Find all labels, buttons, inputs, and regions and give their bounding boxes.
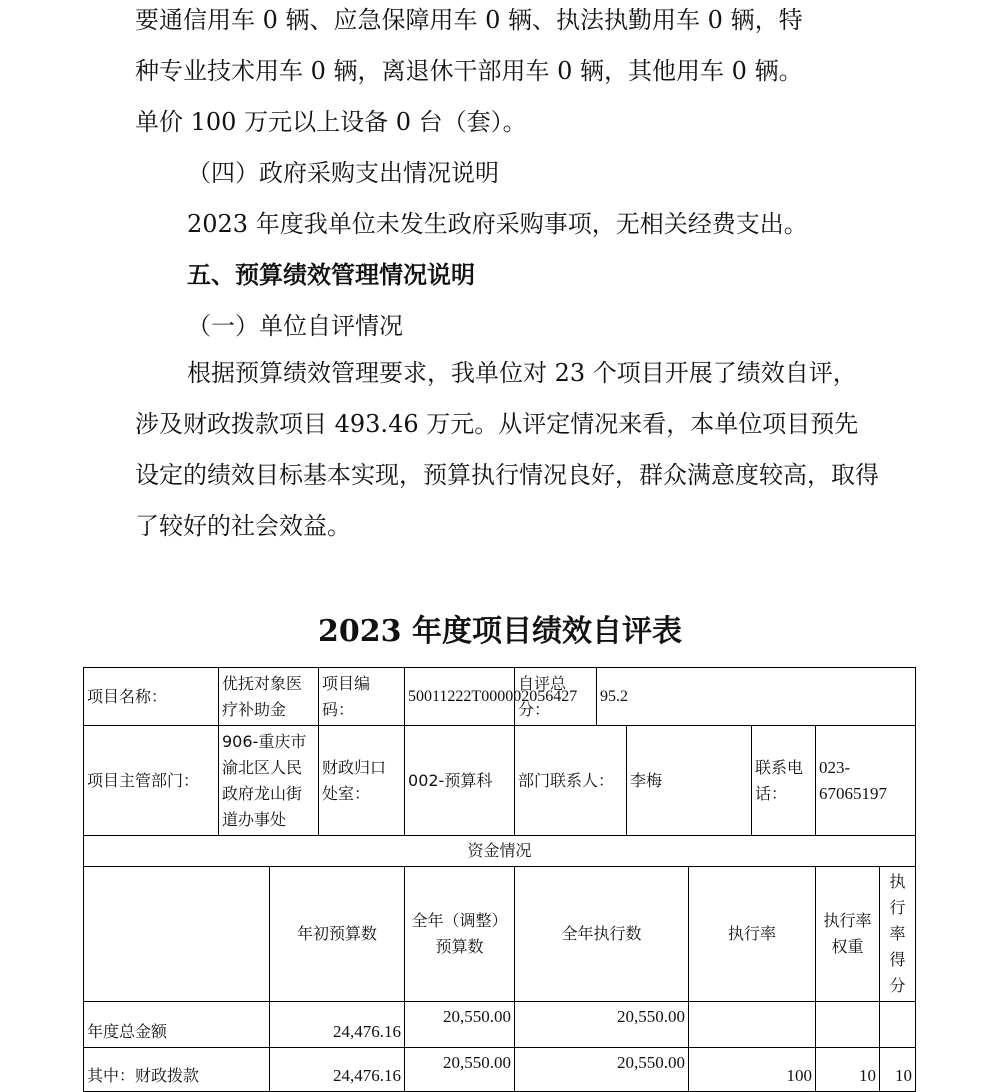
dept-label: 项目主管部门： xyxy=(84,726,219,836)
project-code: 50011222T000002056427 xyxy=(405,668,515,726)
paragraph-line-2: 种专业技术用车 0 辆，离退休干部用车 0 辆，其他用车 0 辆。 xyxy=(135,57,803,85)
heading-procurement: （四）政府采购支出情况说明 xyxy=(187,159,499,187)
execution-rate xyxy=(689,1002,816,1048)
executed-amount: 20,550.00 xyxy=(515,1048,689,1092)
col-header-initial: 年初预算数 xyxy=(270,867,405,1002)
col-header-rate-score: 执行率得分 xyxy=(880,867,916,1002)
adjusted-budget: 20,550.00 xyxy=(405,1002,515,1048)
rate-weight xyxy=(816,1002,880,1048)
heading-section-5: 五、预算绩效管理情况说明 xyxy=(187,261,475,289)
paragraph-procurement: 2023 年度我单位未发生政府采购事项，无相关经费支出。 xyxy=(187,210,808,238)
adjusted-budget: 20,550.00 xyxy=(405,1048,515,1092)
performance-table xyxy=(83,667,916,1092)
col-header-adjusted: 全年（调整）预算数 xyxy=(405,867,515,1002)
col-header-executed: 全年执行数 xyxy=(515,867,689,1002)
project-code-label: 项目编码： xyxy=(319,668,405,726)
paragraph-line-3: 单价 100 万元以上设备 0 台（套）。 xyxy=(135,108,527,136)
table-row xyxy=(84,867,916,1002)
project-name: 优抚对象医疗补助金 xyxy=(219,668,319,726)
executed-amount: 20,550.00 xyxy=(515,1002,689,1048)
col-header-rate: 执行率 xyxy=(689,867,816,1002)
phone-value: 023-67065197 xyxy=(816,726,916,836)
self-eval-score: 95.2 xyxy=(597,668,916,726)
funds-header: 资金情况 xyxy=(84,836,916,867)
phone-label: 联系电话： xyxy=(752,726,816,836)
heading-self-evaluation: （一）单位自评情况 xyxy=(187,312,403,340)
row-label: 其中：财政拨款 xyxy=(84,1048,270,1092)
initial-budget: 24,476.16 xyxy=(270,1048,405,1092)
score-label: 自评总分： xyxy=(515,668,597,726)
rate-weight: 10 xyxy=(816,1048,880,1092)
table-row xyxy=(84,836,916,867)
office-label: 财政归口处室： xyxy=(319,726,405,836)
table-row xyxy=(84,1002,916,1048)
table-row xyxy=(84,668,916,726)
table-row xyxy=(84,726,916,836)
project-name-label: 项目名称： xyxy=(84,668,219,726)
contact-value: 李梅 xyxy=(627,726,752,836)
contact-label: 部门联系人： xyxy=(515,726,627,836)
paragraph-line-1: 要通信用车 0 辆、应急保障用车 0 辆、执法执勤用车 0 辆，特 xyxy=(135,6,803,34)
table-title: 2023 年度项目绩效自评表 xyxy=(318,614,682,649)
dept-value: 906-重庆市渝北区人民政府龙山街道办事处 xyxy=(219,726,319,836)
table-row xyxy=(84,1048,916,1092)
execution-rate: 100 xyxy=(689,1048,816,1092)
col-header-weight: 执行率权重 xyxy=(816,867,880,1002)
paragraph-self-evaluation: 根据预算绩效管理要求，我单位对 23 个项目开展了绩效自评，涉及财政拨款项目 493.46 万元。从评定情况来看，本单位项目预先设定的绩效目标基本实现，预算执行情况良好，群众满意度较高，取得了较好的社会效益。 xyxy=(135,359,879,540)
initial-budget: 24,476.16 xyxy=(270,1002,405,1048)
header-blank xyxy=(84,867,270,1002)
rate-score: 10 xyxy=(880,1048,916,1092)
office-value: 002-预算科 xyxy=(405,726,515,836)
rate-score xyxy=(880,1002,916,1048)
row-label: 年度总金额 xyxy=(84,1002,270,1048)
